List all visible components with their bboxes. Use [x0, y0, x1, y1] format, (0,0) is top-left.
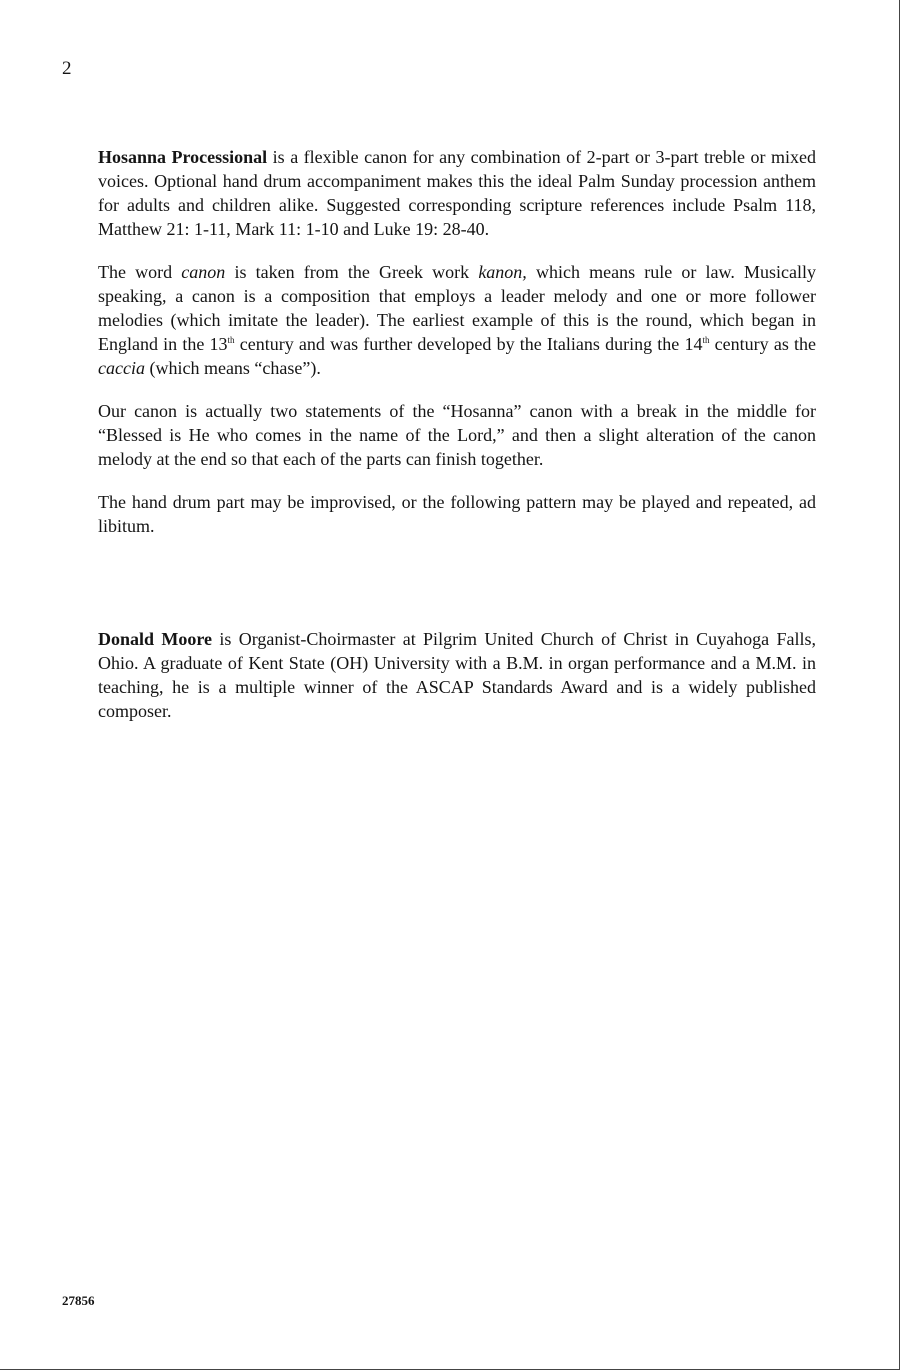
ordinal-suffix: th — [227, 335, 235, 345]
composer-bio-text: is Organist-Choirmaster at Pilgrim United Church of Christ in Cuyahoga Falls, Ohio. A graduate of Kent State (OH) University with a B.M. in organ performance and a M.M. in teaching, he is a multiple winner of the ASCAP Standards Award and is a widely published composer. — [98, 629, 816, 721]
canon-text-2: is taken from the Greek work — [225, 262, 479, 282]
canon-text-1: The word — [98, 262, 182, 282]
drum-rhythm-staff — [98, 557, 816, 603]
intro-paragraph — [98, 145, 816, 241]
kanon-term: kanon, — [478, 262, 527, 282]
canon-text-3: which means rule or law. Musically speaking, a canon is a composition that employs a leader melody and one or more follower melodies (which imitate the leader). The earliest example of this is the round, which began in England in the 13 — [98, 262, 817, 354]
page-number: 2 — [62, 58, 72, 79]
catalog-number: 27856 — [62, 1293, 95, 1308]
piece-title: Hosanna Processional — [98, 147, 268, 167]
structure-paragraph: Our canon is actually two statements of the “Hosanna” canon with a break in the middle for “Blessed is He who comes in the name of the Lord,” and then a slight alteration of the canon melody at the end so that each of the parts can finish together. — [98, 401, 816, 469]
drum-paragraph: The hand drum part may be improvised, or the following pattern may be played and repeated, ad libitum. — [98, 492, 816, 536]
caccia-term: caccia — [98, 358, 145, 378]
intro-text: is a flexible canon for any combination of 2-part or 3-part treble or mixed voices. Optional hand drum accompaniment makes this the ideal Palm Sunday procession anthem for adults and children alike. Suggested corresponding scripture references include Psalm 118, Matthew 21: 1-11, Mark 11: 1-10 and Luke 19: 28-40. — [98, 147, 816, 239]
composer-name: Donald Moore — [98, 629, 213, 649]
canon-text-5: century as the — [709, 334, 816, 354]
composer-bio-paragraph — [98, 627, 816, 723]
canon-term: canon — [181, 262, 226, 282]
body-text — [98, 145, 816, 742]
canon-text-6: (which means “chase”). — [144, 358, 321, 378]
canon-definition-paragraph — [98, 260, 816, 380]
canon-text-4: century and was further developed by the Italians during the 14 — [234, 334, 703, 354]
ordinal-suffix: th — [702, 335, 710, 345]
